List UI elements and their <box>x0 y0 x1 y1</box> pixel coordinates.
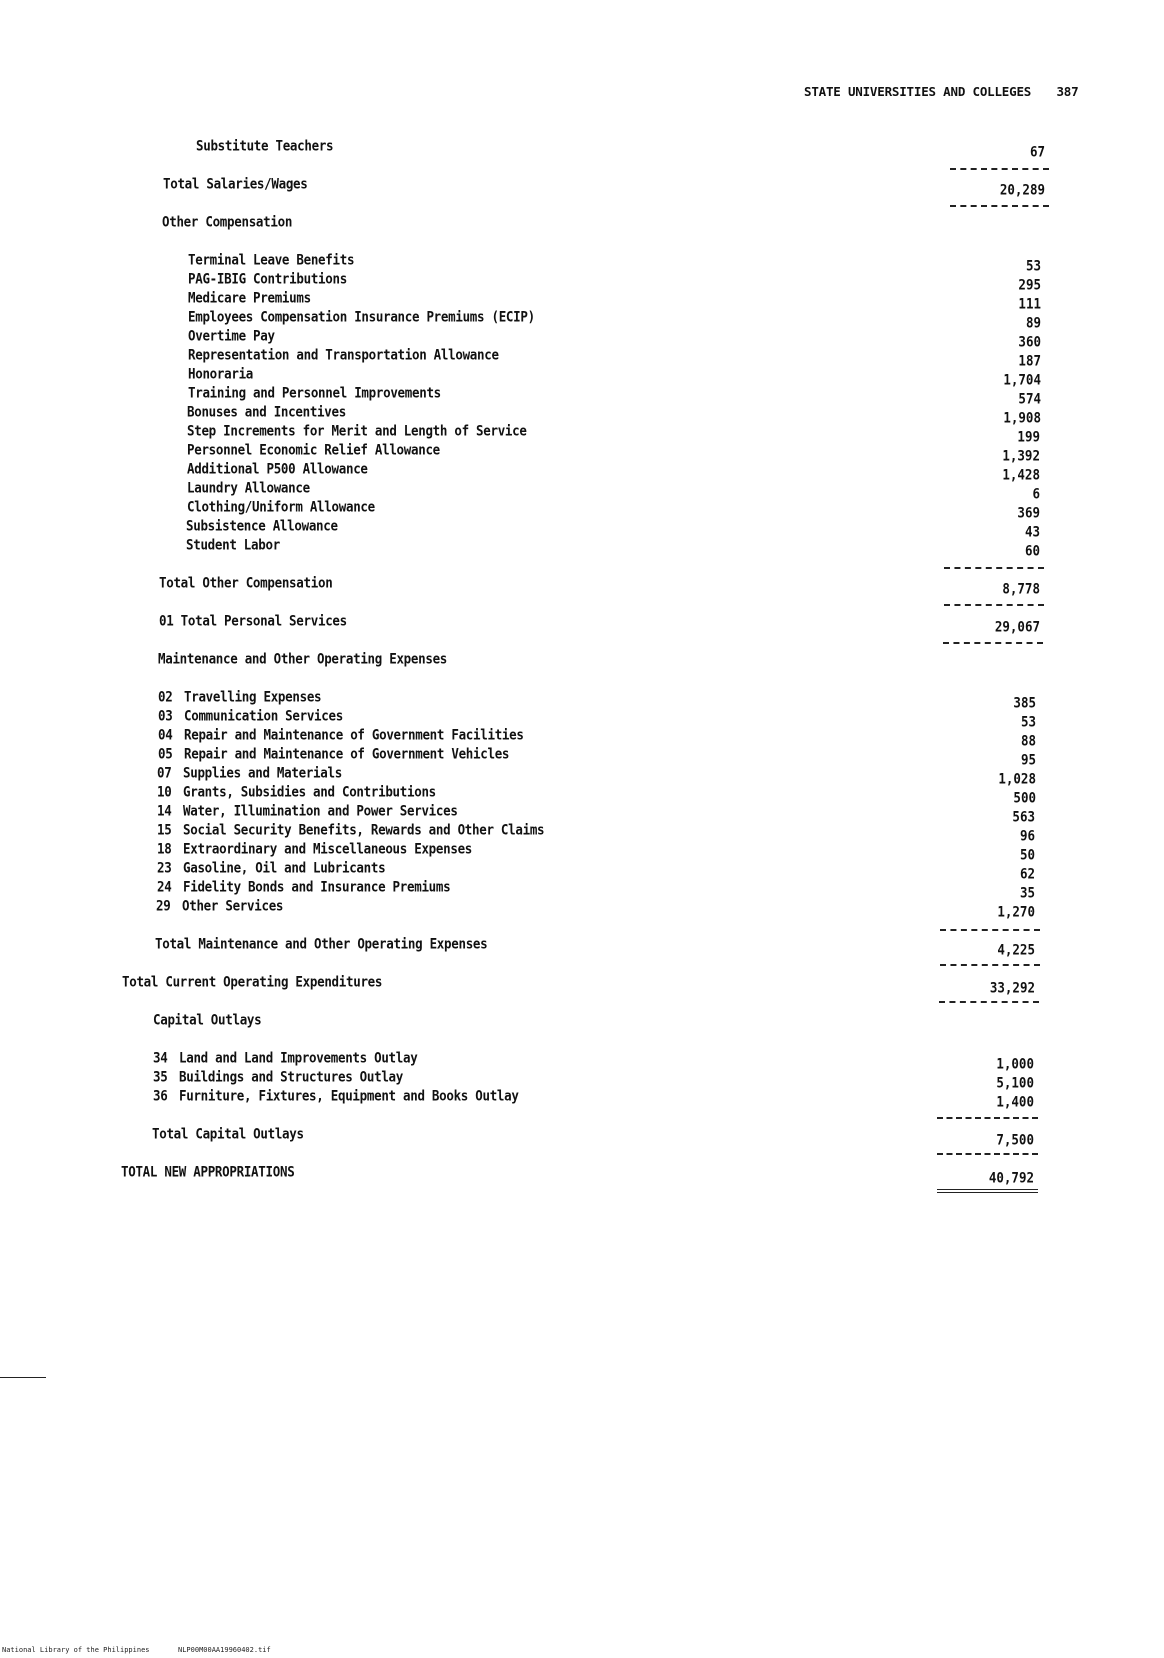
item-text: Grants, Subsidies and Contributions <box>183 783 436 800</box>
line-item-label <box>186 517 338 534</box>
item-text: Training and Personnel Improvements <box>188 384 441 401</box>
amount-value: 8,778 <box>1002 580 1040 597</box>
line-item-label <box>186 536 280 553</box>
amount-value: 111 <box>1018 295 1041 312</box>
item-text: Fidelity Bonds and Insurance Premiums <box>183 878 451 895</box>
line-item-label <box>188 346 499 363</box>
object-code: 15 <box>157 821 172 838</box>
line-item-label <box>158 650 447 667</box>
item-text: Total Maintenance and Other Operating Expenses <box>155 935 488 952</box>
amount-value: 199 <box>1017 428 1040 445</box>
line-item-label <box>157 821 544 838</box>
page-header <box>804 84 1078 99</box>
line-item-label <box>158 745 509 762</box>
line-item-label <box>187 479 310 496</box>
amount-value: 295 <box>1018 276 1041 293</box>
line-item-label <box>153 1068 403 1085</box>
item-text: Travelling Expenses <box>184 688 322 705</box>
item-text: Total Other Compensation <box>159 574 333 591</box>
object-code: 24 <box>157 878 172 895</box>
amount-value: 1,392 <box>1002 447 1040 464</box>
amount-value: 62 <box>1019 865 1035 882</box>
amount-value: 50 <box>1019 846 1035 863</box>
footer-filename: NLP00M00AA19960402.tif <box>178 1646 271 1654</box>
line-item-label <box>157 802 458 819</box>
amount-value: 1,704 <box>1003 371 1041 388</box>
object-code: 04 <box>158 726 173 743</box>
amount-value: 563 <box>1012 808 1035 825</box>
line-item-label <box>153 1087 519 1104</box>
amount-value: 89 <box>1025 314 1041 331</box>
item-text: Other Compensation <box>162 213 293 230</box>
line-item-label <box>163 175 308 192</box>
amount-value: 187 <box>1018 352 1041 369</box>
line-item-label <box>187 441 440 458</box>
amount-value: 20,289 <box>999 181 1045 198</box>
object-code: 29 <box>156 897 171 914</box>
dashed-rule <box>937 1117 1038 1119</box>
dashed-rule <box>939 1001 1039 1003</box>
line-item-label <box>187 460 368 477</box>
dashed-rule <box>937 1153 1038 1155</box>
amount-value: 574 <box>1018 390 1041 407</box>
dashed-rule <box>950 168 1049 170</box>
amount-value: 67 <box>1029 143 1045 160</box>
line-item-label <box>188 365 253 382</box>
amount-value: 1,028 <box>998 770 1036 787</box>
amount-value: 1,908 <box>1003 409 1041 426</box>
item-text: Honoraria <box>188 365 254 382</box>
dashed-rule <box>944 567 1044 569</box>
item-text: Terminal Leave Benefits <box>188 251 355 268</box>
item-text: Substitute Teachers <box>196 137 334 154</box>
item-text: TOTAL NEW APPROPRIATIONS <box>121 1163 295 1180</box>
line-item-label <box>187 403 346 420</box>
amount-value: 40,792 <box>988 1169 1034 1186</box>
object-code: 34 <box>153 1049 168 1066</box>
item-text: Laundry Allowance <box>187 479 310 496</box>
line-item-label <box>188 308 535 325</box>
line-item-label <box>188 251 354 268</box>
object-code: 05 <box>158 745 173 762</box>
item-text: Subsistence Allowance <box>186 517 338 534</box>
item-text: Maintenance and Other Operating Expenses <box>158 650 448 667</box>
item-text: Water, Illumination and Power Services <box>183 802 458 819</box>
item-text: Repair and Maintenance of Government Vehicles <box>184 745 510 762</box>
item-text: Capital Outlays <box>153 1011 262 1028</box>
line-item-label <box>188 384 441 401</box>
page-number: 387 <box>1056 84 1079 99</box>
item-text: Representation and Transportation Allowance <box>188 346 499 363</box>
amount-value: 1,428 <box>1002 466 1040 483</box>
item-text: Additional P500 Allowance <box>187 460 368 477</box>
item-text: Medicare Premiums <box>188 289 311 306</box>
item-text: 01 Total Personal Services <box>159 612 347 629</box>
line-item-label <box>159 612 347 629</box>
line-item-label <box>153 1049 417 1066</box>
item-text: Supplies and Materials <box>183 764 342 781</box>
line-item-label <box>153 1011 261 1028</box>
amount-value: 5,100 <box>996 1074 1034 1091</box>
amount-value: 1,000 <box>996 1055 1034 1072</box>
line-item-label <box>155 935 487 952</box>
amount-value: 500 <box>1013 789 1036 806</box>
item-text: Repair and Maintenance of Government Facilities <box>184 726 524 743</box>
item-text: Gasoline, Oil and Lubricants <box>183 859 386 876</box>
amount-value: 95 <box>1020 751 1036 768</box>
line-item-label <box>158 707 343 724</box>
dashed-rule <box>940 964 1040 966</box>
line-item-label <box>188 327 275 344</box>
scan-edge-mark <box>0 1377 46 1378</box>
object-code: 18 <box>157 840 172 857</box>
line-item-label <box>156 897 283 914</box>
item-text: Social Security Benefits, Rewards and Other Claims <box>183 821 545 838</box>
line-item-label <box>122 973 382 990</box>
item-text: Total Capital Outlays <box>152 1125 304 1142</box>
object-code: 14 <box>157 802 172 819</box>
line-item-label <box>158 688 321 705</box>
amount-value: 4,225 <box>997 941 1035 958</box>
amount-value: 29,067 <box>994 618 1040 635</box>
item-text: Clothing/Uniform Allowance <box>187 498 375 515</box>
item-text: Land and Land Improvements Outlay <box>179 1049 418 1066</box>
dashed-rule <box>943 642 1043 644</box>
item-text: Overtime Pay <box>188 327 275 344</box>
line-item-label <box>159 574 332 591</box>
dashed-rule <box>940 929 1040 931</box>
amount-value: 1,400 <box>996 1093 1034 1110</box>
line-item-label <box>196 137 333 154</box>
item-text: PAG-IBIG Contributions <box>188 270 347 287</box>
line-item-label <box>188 270 347 287</box>
amount-value: 35 <box>1019 884 1035 901</box>
line-item-label <box>187 498 375 515</box>
object-code: 35 <box>153 1068 168 1085</box>
item-text: Other Services <box>182 897 284 914</box>
amount-value: 43 <box>1024 523 1040 540</box>
item-text: Personnel Economic Relief Allowance <box>187 441 440 458</box>
running-title: STATE UNIVERSITIES AND COLLEGES <box>804 84 1032 99</box>
line-item-label <box>162 213 292 230</box>
line-item-label <box>188 289 311 306</box>
item-text: Extraordinary and Miscellaneous Expenses <box>183 840 473 857</box>
amount-value: 385 <box>1013 694 1036 711</box>
amount-value: 53 <box>1020 713 1036 730</box>
object-code: 02 <box>158 688 173 705</box>
footer-library: National Library of the Philippines <box>2 1646 150 1654</box>
amount-value: 7,500 <box>996 1131 1034 1148</box>
item-text: Furniture, Fixtures, Equipment and Books Outlay <box>179 1087 519 1104</box>
line-item-label <box>157 840 472 857</box>
amount-value: 60 <box>1024 542 1040 559</box>
amount-value: 53 <box>1025 257 1041 274</box>
amount-value: 6 <box>1032 485 1040 502</box>
dashed-rule <box>950 205 1049 207</box>
double-underline <box>937 1189 1038 1193</box>
item-text: Communication Services <box>184 707 343 724</box>
line-item-label <box>157 859 385 876</box>
amount-value: 88 <box>1020 732 1036 749</box>
item-text: Bonuses and Incentives <box>187 403 346 420</box>
amount-value: 360 <box>1018 333 1041 350</box>
amount-value: 96 <box>1019 827 1035 844</box>
item-text: Buildings and Structures Outlay <box>179 1068 403 1085</box>
amount-value: 1,270 <box>997 903 1035 920</box>
object-code: 10 <box>157 783 172 800</box>
amount-value: 369 <box>1017 504 1040 521</box>
item-text: Step Increments for Merit and Length of Service <box>187 422 527 439</box>
line-item-label <box>121 1163 294 1180</box>
object-code: 03 <box>158 707 173 724</box>
line-item-label <box>187 422 527 439</box>
item-text: Total Salaries/Wages <box>163 175 308 192</box>
object-code: 23 <box>157 859 172 876</box>
item-text: Student Labor <box>186 536 280 553</box>
item-text: Employees Compensation Insurance Premiums (ECIP) <box>188 308 535 325</box>
object-code: 36 <box>153 1087 168 1104</box>
object-code: 07 <box>157 764 172 781</box>
line-item-label <box>158 726 524 743</box>
line-item-label <box>157 783 436 800</box>
dashed-rule <box>944 604 1044 606</box>
line-item-label <box>152 1125 304 1142</box>
amount-value: 33,292 <box>989 979 1035 996</box>
line-item-label <box>157 878 450 895</box>
line-item-label <box>157 764 342 781</box>
item-text: Total Current Operating Expenditures <box>122 973 383 990</box>
